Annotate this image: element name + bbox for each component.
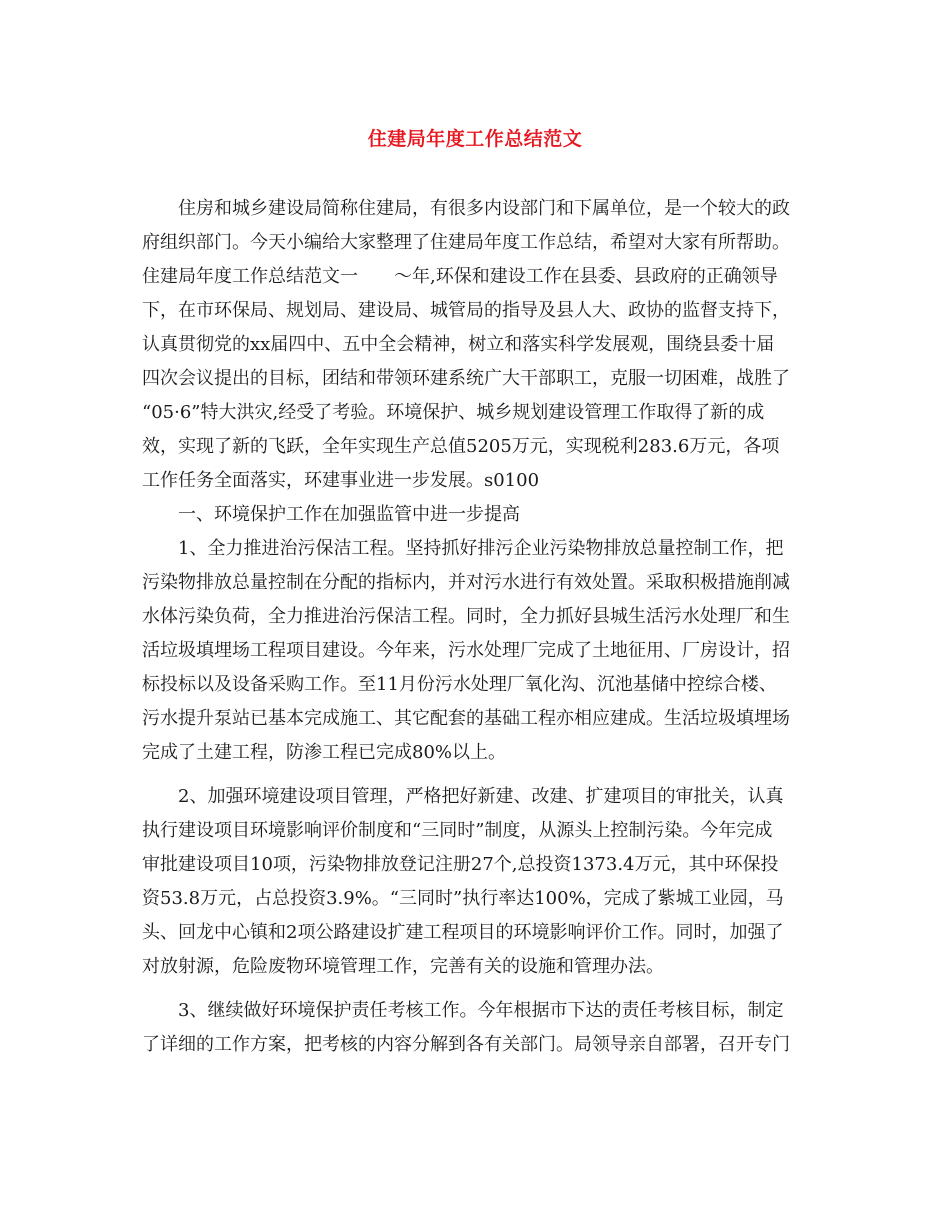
text-line: 府组织部门。今天小编给大家整理了住建局年度工作总结，希望对大家有所帮助。 <box>142 232 790 253</box>
paragraph-spacer <box>142 770 832 780</box>
text-line: 执行建设项目环境影响评价制度和“三同时”制度，从源头上控制污染。今年完成 <box>142 820 773 841</box>
text-line: 住建局年度工作总结范文一 ～年,环保和建设工作在县委、县政府的正确领导 <box>142 266 778 287</box>
text-line: “05·6”特大洪灾,经受了考验。环境保护、城乡规划建设管理工作取得了新的成 <box>142 402 765 423</box>
paragraph-spacer <box>142 984 832 994</box>
section-heading-text: 一、环境保护工作在加强监管中进一步提高 <box>178 504 520 525</box>
text-line: 标投标以及设备采购工作。至11月份污水处理厂氧化沟、沉池基储中控综合楼、 <box>142 674 777 695</box>
document-body <box>142 192 832 1062</box>
text-line: 四次会议提出的目标，团结和带领环建系统广大干部职工，克服一切困难，战胜了 <box>142 368 790 389</box>
text-line: 认真贯彻党的xx届四中、五中全会精神，树立和落实科学发展观，围绕县委十届 <box>142 334 775 355</box>
section-heading <box>142 498 832 532</box>
text-line: 污水提升泵站已基本完成施工、其它配套的基础工程亦相应建成。生活垃圾填埋场 <box>142 708 790 729</box>
text-line: 工作任务全面落实，环建事业进一步发展。s0100 <box>142 470 540 491</box>
text-line: 对放射源，危险废物环境管理工作，完善有关的设施和管理办法。 <box>142 956 664 977</box>
text-line: 了详细的工作方案，把考核的内容分解到各有关部门。局领导亲自部署，召开专门 <box>142 1034 790 1055</box>
paragraph-item-2 <box>142 780 832 984</box>
text-line: 完成了土建工程，防渗工程已完成80%以上。 <box>142 742 507 763</box>
text-line: 1、全力推进治污保洁工程。坚持抓好排污企业污染物排放总量控制工作，把 <box>178 538 784 559</box>
text-line: 头、回龙中心镇和2项公路建设扩建工程项目的环境影响评价工作。同时，加强了 <box>142 922 784 943</box>
text-line: 下，在市环保局、规划局、建设局、城管局的指导及县人大、政协的监督支持下， <box>142 300 790 321</box>
text-line: 住房和城乡建设局简称住建局，有很多内设部门和下属单位，是一个较大的政 <box>178 198 790 219</box>
text-line: 效，实现了新的飞跃，全年实现生产总值5205万元，实现税利283.6万元，各项 <box>142 436 780 457</box>
text-line: 污染物排放总量控制在分配的指标内，并对污水进行有效处置。采取积极措施削减 <box>142 572 790 593</box>
text-line: 水体污染负荷，全力推进治污保洁工程。同时，全力抓好县城生活污水处理厂和生 <box>142 606 790 627</box>
text-line: 审批建设项目10项，污染物排放登记注册27个,总投资1373.4万元，其中环保投 <box>142 854 779 875</box>
paragraph-item-1 <box>142 532 832 770</box>
text-line: 2、加强环境建设项目管理，严格把好新建、改建、扩建项目的审批关，认真 <box>178 786 784 807</box>
text-line: 资53.8万元，占总投资3.9%。“三同时”执行率达100%，完成了紫城工业园，马 <box>142 888 784 909</box>
text-line: 活垃圾填埋场工程项目建设。今年来，污水处理厂完成了土地征用、厂房设计，招 <box>142 640 790 661</box>
paragraph-item-3 <box>142 994 832 1062</box>
text-line: 3、继续做好环境保护责任考核工作。今年根据市下达的责任考核目标，制定 <box>178 1000 784 1021</box>
document-title: 住建局年度工作总结范文 <box>367 128 583 150</box>
paragraph-intro <box>142 192 832 498</box>
